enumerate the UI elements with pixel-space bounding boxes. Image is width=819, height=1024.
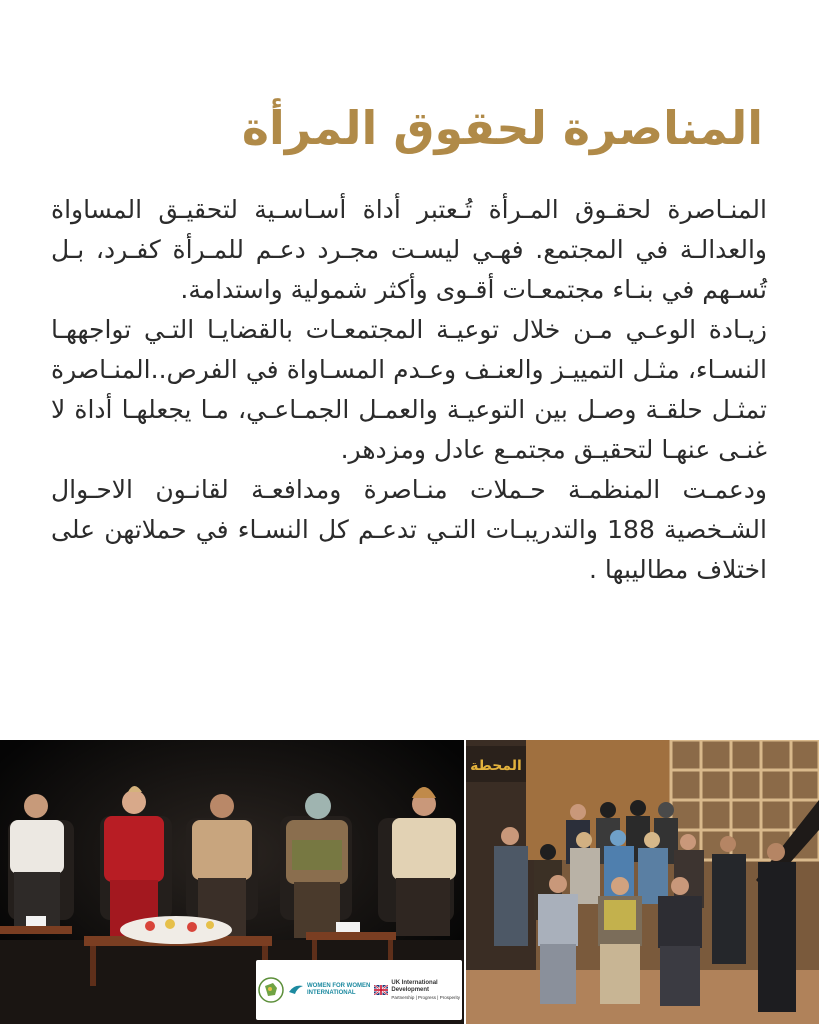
article-body xyxy=(51,190,767,590)
paragraph-intro: المنـاصرة لحقـوق المـرأة تُـعتبر أداة أسـاسـية لتحقيـق المساواة والعدالـة في المجتمع. فهـي ليسـت مجـرد دعـم للمـرأة كفـرد، بـل تُسـهم في بنـاء مجتمعـات أقـوى وأكثر شمولية واستدامة. xyxy=(51,195,767,304)
group-photo xyxy=(466,740,819,1024)
group-photo-illustration xyxy=(466,740,819,1024)
organization-map-icon xyxy=(258,977,284,1003)
organization-logo xyxy=(258,977,284,1003)
uk-id-line2: Development xyxy=(391,986,430,993)
venue-sign-text: المحطة xyxy=(470,758,522,774)
paragraph-campaigns: ودعمـت المنظمـة حـملات منـاصرة ومدافعـة لقانـون الاحـوال الشـخصية 188 والتدريبـات التـي تدعـم كل النسـاء في حملاتهن على اختلاف مطاليبها . xyxy=(51,475,767,584)
wfwi-bird-icon xyxy=(288,984,304,996)
paragraph-awareness: زيـادة الوعـي مـن خلال توعيـة المجتمعـات بالقضايـا التـي تواجههـا النسـاء، مثـل التمييـز والعنـف وعـدم المسـاواة في الفرص..المنـاصرة تمثـل حلقـة وصـل بين التوعيـة والعمـل الجمـاعـي، مـا يجعلهـا أداة لا غنـى عنهـا لتحقيـق مجتمـع عادل ومزدهر. xyxy=(51,315,767,464)
uk-flag-icon xyxy=(374,985,388,995)
wfwi-logo xyxy=(288,983,370,997)
uk-id-line1: UK International xyxy=(391,979,438,986)
sponsor-logos xyxy=(256,960,462,1020)
uk-id-logo xyxy=(374,980,460,1001)
wfwi-name: WOMEN FOR WOMEN xyxy=(307,983,371,989)
panel-discussion-photo xyxy=(0,740,464,1024)
page-title: المناصرة لحقوق المرأة xyxy=(241,101,763,155)
uk-id-tagline: Partnership | Progress | Prosperity xyxy=(391,994,460,1000)
wfwi-sub: INTERNATIONAL xyxy=(307,990,356,996)
